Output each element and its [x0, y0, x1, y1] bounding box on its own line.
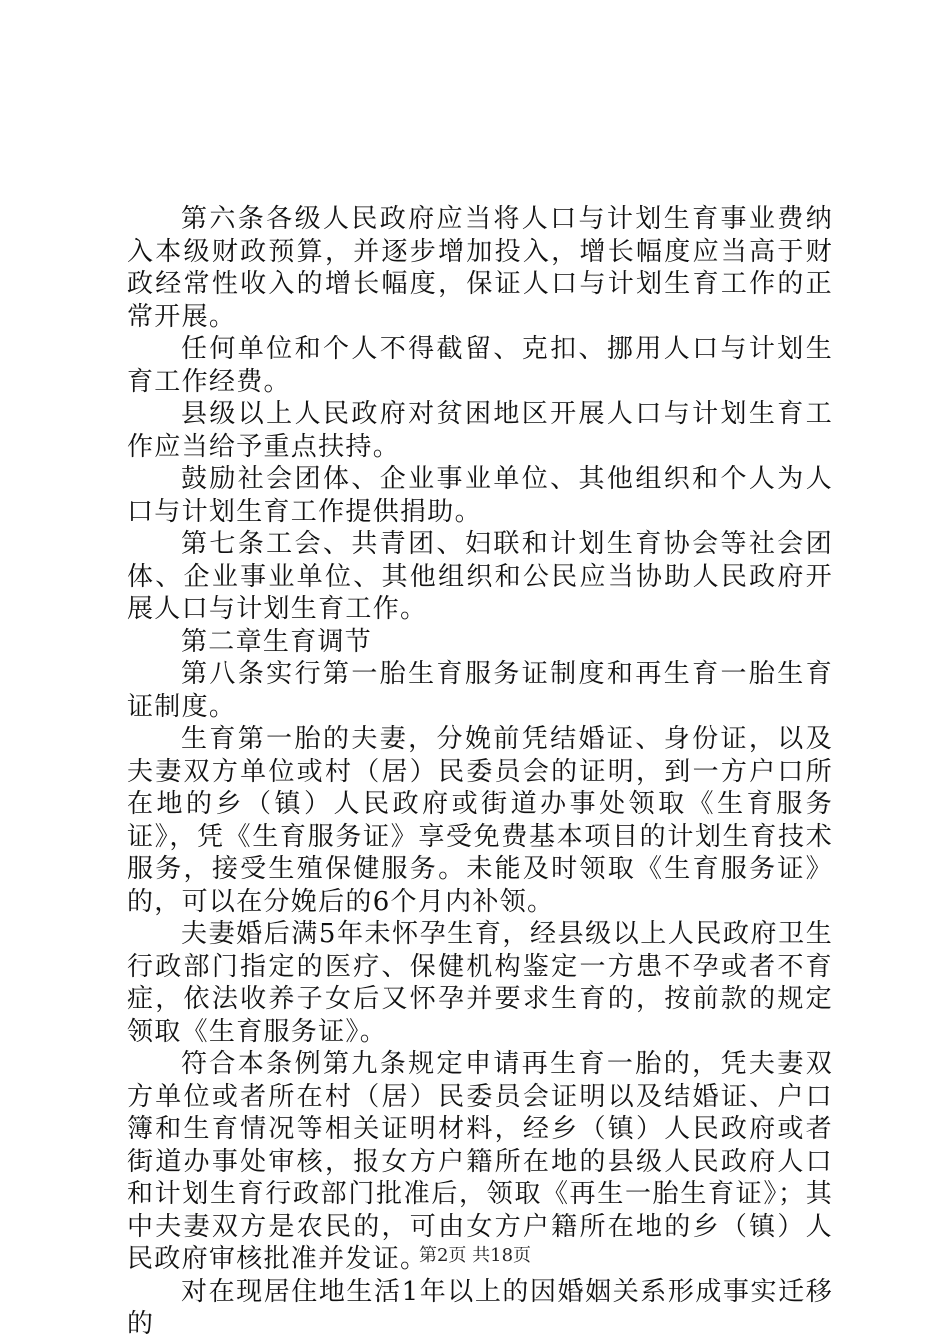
chapter-heading: 第二章生育调节	[181, 626, 373, 657]
paragraph-donations: 鼓励社会团体、企业事业单位、其他组织和个人为人口与计划生育工作提供捐助。	[127, 464, 833, 527]
paragraph-article-6: 第六条各级人民政府应当将人口与计划生育事业费纳入本级财政预算，并逐步增加投入，增长幅度应当高于财政经常性收入的增长幅度，保证人口与计划生育工作的正常开展。	[127, 204, 833, 332]
document-body	[127, 203, 833, 1341]
page-number: 第2页 共18页	[418, 1245, 532, 1266]
paragraph-article-8: 第八条实行第一胎生育服务证制度和再生育一胎生育证制度。	[127, 659, 833, 722]
paragraph-poor-areas-support: 县级以上人民政府对贫困地区开展人口与计划生育工作应当给予重点扶持。	[127, 399, 833, 462]
paragraph-residence: 对在现居住地生活1年以上的因婚姻关系形成事实迁移的	[127, 1276, 833, 1339]
paragraph-article-7: 第七条工会、共青团、妇联和计划生育协会等社会团体、企业事业单位、其他组织和公民应当协助人民政府开展人口与计划生育工作。	[127, 529, 833, 624]
paragraph-second-child: 符合本条例第九条规定申请再生育一胎的，凭夫妻双方单位或者所在村（居）民委员会证明以及结婚证、户口簿和生育情况等相关证明材料，经乡（镇）人民政府或者街道办事处审核，报女方户籍所在地的县级人民政府人口和计划生育行政部门批准后，领取《再生一胎生育证》；其中夫妻双方是农民的，可由女方户籍所在地的乡（镇）人民政府审核批准并发证。	[127, 1049, 833, 1274]
paragraph-first-child: 生育第一胎的夫妻，分娩前凭结婚证、身份证，以及夫妻双方单位或村（居）民委员会的证明，到一方户口所在地的乡（镇）人民政府或街道办事处领取《生育服务证》，凭《生育服务证》享受免费基本项目的计划生育技术服务，接受生殖保健服务。未能及时领取《生育服务证》的，可以在分娩后的6个月内补领。	[127, 724, 833, 917]
paragraph-infertility: 夫妻婚后满5年未怀孕生育，经县级以上人民政府卫生行政部门指定的医疗、保健机构鉴定一方患不孕或者不育症，依法收养子女后又怀孕并要求生育的，按前款的规定领取《生育服务证》。	[127, 919, 833, 1047]
paragraph-funding-misuse: 任何单位和个人不得截留、克扣、挪用人口与计划生育工作经费。	[127, 334, 833, 397]
page-footer	[0, 1241, 950, 1267]
